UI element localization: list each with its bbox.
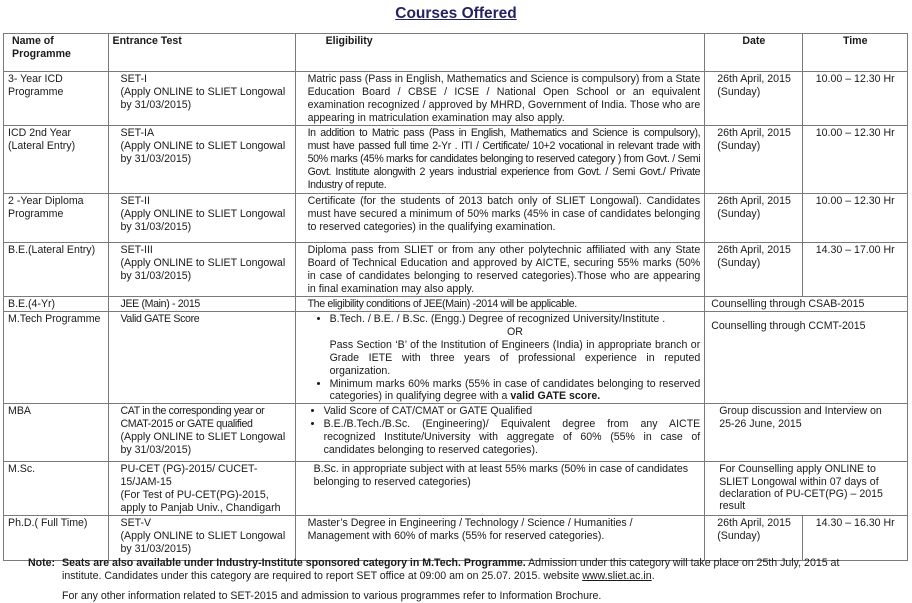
info-brochure-note: For any other information related to SET-2015 and admission to various programmes refer to Information Brochure. bbox=[62, 590, 602, 602]
eligibility-cell: The eligibility conditions of JEE(Main) -2014 will be applicable. bbox=[295, 297, 705, 312]
date-cell bbox=[705, 72, 803, 126]
table-row bbox=[4, 243, 908, 297]
website-link[interactable]: www.sliet.ac.in bbox=[582, 570, 652, 582]
time-cell: 14.30 – 17.00 Hr bbox=[803, 243, 908, 297]
eligibility-bullet bbox=[330, 378, 701, 404]
programme-cell: M.Tech Programme bbox=[4, 312, 109, 404]
programme-cell: B.E.(Lateral Entry) bbox=[4, 243, 109, 297]
time-cell: 14.30 – 16.30 Hr bbox=[803, 515, 908, 560]
courses-table bbox=[3, 33, 908, 561]
day-text: (Sunday) bbox=[717, 256, 761, 269]
bullet-text: B.Tech. / B.E. / B.Sc. (Engg.) Degree of recognized University/Institute . bbox=[329, 313, 666, 325]
eligibility-cell: Diploma pass from SLIET or from any other polytechnic affiliated with any State Board of Technical Education and approved by AICTE, securing 55% marks (50% in case of candidates belonging to reserved categories).Those who are appearing in final examination may also apply. bbox=[295, 243, 705, 297]
note-text-end: . bbox=[651, 570, 655, 582]
footer-note bbox=[28, 557, 890, 603]
bullet-bold-text: valid GATE score. bbox=[510, 390, 601, 403]
date-cell bbox=[705, 194, 803, 243]
test-name: SET-II bbox=[120, 195, 150, 207]
header-time: Time bbox=[803, 34, 908, 72]
date-cell bbox=[705, 515, 803, 560]
day-text: (Sunday) bbox=[717, 85, 761, 98]
apply-note: (Apply ONLINE to SLIET Longowal by 31/03/2015) bbox=[120, 431, 286, 457]
table-row bbox=[4, 126, 908, 194]
entrance-test-cell bbox=[108, 515, 295, 560]
time-cell: 10.00 – 12.30 Hr bbox=[803, 194, 908, 243]
date-cell bbox=[705, 243, 803, 297]
day-text: (Sunday) bbox=[717, 207, 761, 220]
schedule-cell: Counselling through CCMT-2015 bbox=[705, 312, 908, 404]
schedule-cell: For Counselling apply ONLINE to SLIET Longowal within 07 days of declaration of PU-CET(PG) – 2015 result bbox=[705, 462, 908, 516]
entrance-test-cell: Valid GATE Score bbox=[108, 312, 295, 404]
apply-note: (Apply ONLINE to SLIET Longowal by 31/03/2015) bbox=[120, 139, 286, 165]
apply-note: (Apply ONLINE to SLIET Longowal by 31/03/2015) bbox=[120, 85, 286, 111]
test-name: SET-V bbox=[120, 516, 152, 529]
entrance-test-cell bbox=[108, 404, 295, 462]
note-text: Admission under this category will take place on 25th July, 2015 at bbox=[525, 557, 840, 569]
date-text: 26th April, 2015 bbox=[717, 516, 791, 529]
eligibility-cell bbox=[295, 312, 705, 404]
day-text: (Sunday) bbox=[717, 139, 761, 152]
header-date: Date bbox=[705, 34, 803, 72]
bullet-text: Minimum marks 60% marks (55% in case of candidates belonging to reserved categories) in qualifying degree with a bbox=[329, 377, 701, 403]
header-eligibility: Eligibility bbox=[295, 34, 705, 72]
schedule-cell: Counselling through CSAB-2015 bbox=[705, 297, 908, 312]
eligibility-cell: In addition to Matric pass (Pass in English, Mathematics and Science is compulsory), must have passed full time 2-Yr . ITI / Certificate/ 10+2 vocational in relevant trade with 50% marks (45% marks for candidates belonging to reserved category ) from Govt. / Semi Govt. Institute alongwith 2 years industrial experience from Govt. / Semi Govt./ Private Industry of repute. bbox=[295, 126, 705, 194]
eligibility-cell: Master’s Degree in Engineering / Technology / Science / Humanities / Management with 60% of marks (55% for reserved categories). bbox=[295, 515, 705, 560]
programme-cell: ICD 2nd Year (Lateral Entry) bbox=[4, 126, 109, 194]
eligibility-cell: Certificate (for the students of 2013 batch only of SLIET Longowal). Candidates must have secured a minimum of 50% marks (45% in case of candidates belonging to reserved categories) in the qualifying examination. bbox=[295, 194, 705, 243]
note-text-line2: institute. Candidates under this category are required to report SET office at 09:00 am on 25.07. 2015. website bbox=[62, 570, 583, 582]
apply-note: (Apply ONLINE to SLIET Longowal by 31/03/2015) bbox=[120, 207, 286, 233]
page-title: Courses Offered bbox=[395, 5, 517, 22]
programme-cell: 3- Year ICD Programme bbox=[4, 72, 109, 126]
table-row bbox=[4, 194, 908, 243]
eligibility-bullet: • Valid Score of CAT/CMAT or GATE Qualified bbox=[324, 405, 701, 418]
test-name: SET-III bbox=[120, 244, 153, 256]
eligibility-cell: Matric pass (Pass in English, Mathematics and Science is compulsory) from a State Education Board / CBSE / ICSE / National Open School or an equivalent examination recognized / approved by MHRD, Government of India. Those who are appearing in matriculation examination may also apply. bbox=[295, 72, 705, 126]
time-cell: 10.00 – 12.30 Hr bbox=[803, 126, 908, 194]
time-cell: 10.00 – 12.30 Hr bbox=[803, 72, 908, 126]
table-row bbox=[4, 312, 908, 404]
entrance-test-cell bbox=[108, 462, 295, 516]
apply-note: (Apply ONLINE to SLIET Longowal by 31/03/2015) bbox=[120, 256, 286, 282]
date-text: 26th April, 2015 bbox=[717, 73, 791, 85]
eligibility-cell bbox=[295, 404, 705, 462]
test-name: CAT in the corresponding year or CMAT-2015 or GATE qualified bbox=[120, 405, 265, 431]
date-text: 26th April, 2015 bbox=[717, 127, 791, 139]
entrance-test-cell: JEE (Main) - 2015 bbox=[108, 297, 295, 312]
table-row bbox=[4, 462, 908, 516]
table-header-row bbox=[4, 34, 908, 72]
test-name: PU-CET (PG)-2015/ CUCET-15/JAM-15 bbox=[120, 463, 258, 489]
date-cell bbox=[705, 126, 803, 194]
entrance-test-cell bbox=[108, 126, 295, 194]
programme-cell: B.E.(4-Yr) bbox=[4, 297, 109, 312]
programme-cell: M.Sc. bbox=[4, 462, 109, 516]
date-text: 26th April, 2015 bbox=[717, 195, 791, 207]
apply-note: (Apply ONLINE to SLIET Longowal by 31/03/2015) bbox=[120, 529, 286, 555]
entrance-test-cell bbox=[108, 194, 295, 243]
eligibility-bullet: • B.E./B.Tech./B.Sc. (Engineering)/ Equivalent degree from any AICTE recognized Institute/University with aggregate of 60% (55% in case of candidates belonging to reserved categories). bbox=[324, 418, 701, 457]
header-programme: Name of Programme bbox=[4, 34, 109, 72]
table-row bbox=[4, 515, 908, 560]
programme-cell: Ph.D.( Full Time) bbox=[4, 515, 109, 560]
eligibility-cell: B.Sc. in appropriate subject with at least 55% marks (50% in case of candidates belonging to reserved categories) bbox=[295, 462, 705, 516]
programme-cell: MBA bbox=[4, 404, 109, 462]
pass-text: Pass Section ‘B’ of the Institution of Engineers (India) in appropriate branch or Grade IETE with three years of professional experience in reputed organization. bbox=[329, 338, 701, 377]
eligibility-bullet bbox=[330, 313, 701, 378]
header-entrance-test: Entrance Test bbox=[108, 34, 295, 72]
entrance-test-cell bbox=[108, 243, 295, 297]
date-text: 26th April, 2015 bbox=[717, 244, 791, 256]
table-row bbox=[4, 297, 908, 312]
note-bold-text: Seats are also available under Industry-Institute sponsored category in M.Tech. Programme. bbox=[62, 557, 526, 569]
day-text: (Sunday) bbox=[717, 529, 761, 542]
note-label: Note: bbox=[28, 557, 56, 569]
programme-cell: 2 -Year Diploma Programme bbox=[4, 194, 109, 243]
apply-note: (For Test of PU-CET(PG)-2015, apply to Panjab Univ., Chandigarh bbox=[120, 489, 281, 515]
table-row bbox=[4, 404, 908, 462]
or-text: OR bbox=[506, 325, 523, 338]
entrance-test-cell bbox=[108, 72, 295, 126]
test-name: SET-I bbox=[120, 73, 147, 85]
schedule-cell: Group discussion and Interview on 25-26 June, 2015 bbox=[705, 404, 908, 462]
table-row bbox=[4, 72, 908, 126]
test-name: SET-IA bbox=[120, 127, 155, 139]
